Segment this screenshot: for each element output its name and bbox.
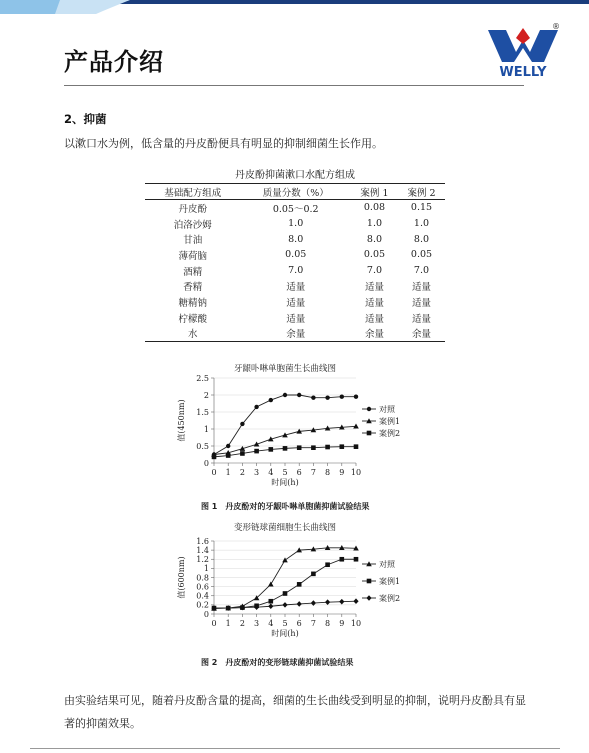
x-tick-label: 10 — [350, 468, 362, 477]
table-cell: 0.05 — [285, 249, 307, 261]
table-row — [145, 247, 445, 263]
table-row — [145, 310, 445, 326]
x-tick-label: 6 — [296, 619, 302, 628]
data-point — [240, 451, 245, 456]
x-tick-label: 2 — [239, 619, 245, 628]
data-point — [282, 557, 288, 562]
page-title: 产品介绍 — [64, 48, 164, 76]
table-cell: 1.0 — [366, 218, 383, 230]
legend-label: 案例1 — [379, 417, 401, 426]
data-point — [283, 446, 288, 451]
data-point — [354, 395, 358, 399]
chart-title: 变形链球菌细胞生长曲线图 — [233, 523, 337, 533]
growth-chart-porphyromonas — [160, 358, 430, 494]
y-tick-label: 1.5 — [196, 407, 209, 417]
table-row — [145, 326, 445, 342]
table-cell: 柠檬酸 — [178, 313, 207, 325]
table-cell: 适量 — [286, 297, 306, 309]
x-tick-label: 1 — [225, 619, 231, 628]
y-tick-label: 0.6 — [196, 582, 209, 592]
data-point — [268, 603, 273, 609]
x-tick-label: 4 — [268, 468, 274, 477]
table-cell: 余量 — [351, 326, 398, 342]
title-divider — [64, 85, 524, 86]
series-line — [214, 559, 356, 608]
x-axis-label: 时间(h) — [271, 629, 299, 638]
data-point — [268, 582, 274, 587]
data-point — [226, 453, 231, 458]
x-axis-label: 时间(h) — [271, 478, 299, 487]
data-point — [367, 431, 372, 436]
data-point — [353, 598, 358, 604]
y-tick-label: 0 — [203, 458, 209, 468]
growth-chart-streptococcus — [160, 518, 430, 650]
table-caption: 丹皮酚抑菌漱口水配方组成 — [235, 170, 355, 181]
table-cell: 8.0 — [366, 233, 383, 245]
data-point — [354, 444, 359, 449]
data-point — [311, 572, 316, 577]
table-cell: 0.05 — [410, 249, 433, 261]
data-point — [325, 445, 330, 450]
data-point — [340, 444, 345, 449]
header-banner — [0, 0, 589, 14]
table-cell: 适量 — [286, 282, 306, 294]
figure-2-caption: 图 2 丹皮酚对的变形链球菌抑菌试验结果 — [201, 658, 354, 667]
series-line — [214, 548, 356, 609]
y-tick-label: 0 — [203, 609, 209, 619]
x-tick-label: 7 — [310, 468, 316, 477]
table-header-row — [145, 184, 445, 200]
table-cell: 适量 — [411, 313, 431, 325]
legend-label: 案例2 — [379, 429, 401, 438]
data-point — [283, 393, 287, 397]
data-point — [367, 579, 372, 584]
y-tick-label: 1.2 — [196, 555, 209, 565]
y-tick-label: 0.5 — [196, 441, 209, 451]
table-cell: 余量 — [398, 326, 445, 342]
x-tick-label: 9 — [339, 619, 345, 628]
footer-divider — [30, 748, 560, 749]
table-cell: 适量 — [411, 282, 431, 294]
chart-title: 牙龈卟啉单胞菌生长曲线图 — [233, 364, 337, 374]
y-axis-label: 值(450nm) — [177, 399, 186, 442]
y-tick-label: 1.6 — [196, 536, 209, 546]
table-header-cell: 案例 1 — [351, 184, 398, 200]
table-row — [145, 278, 445, 294]
x-tick-label: 0 — [211, 619, 217, 628]
table-cell: 水 — [145, 326, 240, 342]
figure-1-caption: 图 1 丹皮酚对的牙龈卟啉单胞菌抑菌试验结果 — [201, 502, 370, 511]
table-row — [145, 216, 445, 232]
x-tick-label: 3 — [254, 619, 260, 628]
x-tick-label: 7 — [310, 619, 316, 628]
table-cell: 1.0 — [413, 218, 430, 230]
series-line — [214, 395, 356, 455]
x-tick-label: 9 — [339, 468, 345, 477]
table-cell: 适量 — [411, 297, 431, 309]
data-point — [325, 396, 329, 400]
table-row — [145, 231, 445, 247]
table-cell: 7.0 — [413, 265, 430, 277]
x-tick-label: 5 — [282, 468, 288, 477]
data-point — [283, 591, 288, 596]
legend-label: 案例2 — [379, 594, 401, 603]
data-point — [254, 405, 258, 409]
x-tick-label: 3 — [254, 468, 260, 477]
logo-text: WELLY — [499, 65, 547, 80]
data-point — [269, 447, 274, 452]
data-point — [254, 449, 259, 454]
table-cell: 1.0 — [288, 218, 304, 230]
data-point — [354, 557, 359, 562]
data-point — [367, 407, 371, 411]
table-row — [145, 200, 445, 216]
registered-mark: ® — [552, 22, 560, 31]
x-tick-label: 4 — [268, 619, 274, 628]
table-cell: 适量 — [364, 297, 384, 309]
data-point — [366, 595, 371, 601]
table-cell: 8.0 — [288, 233, 304, 245]
data-point — [226, 444, 230, 448]
data-point — [297, 582, 302, 587]
data-point — [339, 599, 344, 605]
table-cell: 丹皮酚 — [178, 203, 207, 215]
data-point — [282, 602, 287, 608]
y-tick-label: 2 — [203, 390, 209, 400]
data-point — [212, 455, 217, 460]
y-tick-label: 1.4 — [196, 545, 209, 555]
table-cell: 余量 — [240, 326, 351, 342]
y-tick-label: 0.2 — [196, 600, 209, 610]
y-tick-label: 1 — [203, 424, 209, 434]
x-tick-label: 8 — [325, 468, 331, 477]
table-cell: 0.05 — [363, 249, 386, 261]
intro-text: 以漱口水为例，低含量的丹皮酚便具有明显的抑制细菌生长作用。 — [64, 137, 383, 150]
data-point — [269, 398, 273, 402]
data-point — [269, 599, 274, 604]
section-heading: 2、抑菌 — [64, 112, 107, 126]
table-header-cell: 基础配方组成 — [145, 184, 240, 200]
x-tick-label: 2 — [239, 468, 245, 477]
x-tick-label: 10 — [350, 619, 362, 628]
y-tick-label: 2.5 — [196, 373, 209, 383]
table-cell: 0.15 — [410, 202, 433, 214]
data-point — [325, 562, 330, 567]
data-point — [297, 393, 301, 397]
y-tick-label: 0.8 — [196, 573, 209, 583]
table-cell: 8.0 — [413, 233, 430, 245]
brand-logo — [486, 22, 560, 80]
data-point — [240, 422, 244, 426]
x-tick-label: 0 — [211, 468, 217, 477]
x-tick-label: 6 — [296, 468, 302, 477]
data-point — [325, 599, 330, 605]
data-point — [311, 396, 315, 400]
table-cell: 香精 — [183, 282, 203, 294]
y-tick-label: 0.4 — [196, 591, 209, 601]
table-cell: 适量 — [364, 313, 384, 325]
table-cell: 7.0 — [366, 265, 383, 277]
data-point — [340, 395, 344, 399]
data-point — [297, 445, 302, 450]
x-tick-label: 1 — [225, 468, 231, 477]
legend-label: 对照 — [379, 405, 395, 414]
table-cell: 0.05～0.2 — [272, 203, 319, 215]
legend-label: 案例1 — [379, 577, 401, 586]
table-cell: 7.0 — [288, 265, 304, 277]
table-header-cell: 案例 2 — [398, 184, 445, 200]
data-point — [311, 445, 316, 450]
formula-table — [145, 183, 445, 342]
table-cell: 0.08 — [363, 202, 386, 214]
table-header-cell: 质量分数（%） — [240, 184, 351, 200]
table-cell: 泊洛沙姆 — [173, 219, 212, 231]
table-cell: 薄荷脑 — [178, 250, 207, 262]
x-tick-label: 8 — [325, 619, 331, 628]
table-cell: 酒精 — [183, 266, 203, 278]
y-axis-label: 值(600nm) — [177, 556, 186, 599]
table-cell: 甘油 — [183, 235, 203, 247]
table-cell: 糖精钠 — [178, 297, 207, 309]
table-cell: 适量 — [286, 313, 306, 325]
conclusion-text: 由实验结果可见，随着丹皮酚含量的提高，细菌的生长曲线受到明显的抑制，说明丹皮酚具有显著的抑菌效果。 — [64, 694, 526, 730]
table-cell: 适量 — [364, 282, 384, 294]
data-point — [297, 601, 302, 607]
legend-label: 对照 — [379, 560, 395, 569]
y-tick-label: 1 — [203, 564, 209, 574]
data-point — [340, 557, 345, 562]
table-row — [145, 294, 445, 310]
x-tick-label: 5 — [282, 619, 288, 628]
table-row — [145, 263, 445, 279]
